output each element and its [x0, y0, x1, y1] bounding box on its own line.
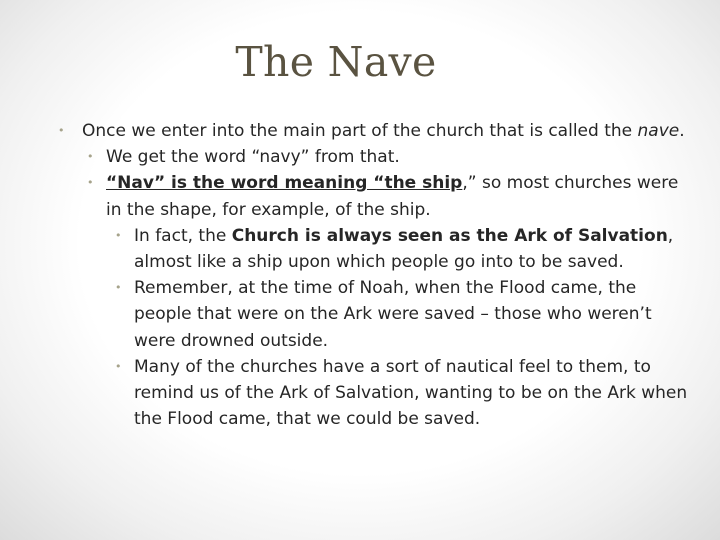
bullet-dot-icon: •	[115, 359, 122, 373]
bullet-level3	[58, 223, 698, 275]
bullet-text: ,” so most churches were in the shape, for example, of the ship.	[106, 173, 679, 220]
bullet-emphasis: nave	[637, 121, 680, 141]
slide-body	[58, 118, 698, 432]
bullet-text: Many of the churches have a sort of nautical feel to them, to remind us of the Ark of Salvation, wanting to be on the Ark when the Flood came, that we could be saved.	[134, 356, 688, 430]
bullet-text-end: , almost like a ship upon which people go into to be saved.	[134, 225, 674, 273]
bullet-dot-icon: •	[115, 281, 122, 295]
bullet-text: Once we enter into the main part of the church that is called the	[82, 121, 638, 141]
slide-title: The Nave	[235, 38, 437, 86]
bullet-text: We get the word “navy” from that.	[106, 147, 400, 168]
bullet-bold-underlined: “Nav” is the word meaning “the ship	[106, 173, 463, 194]
bullet-text: Remember, at the time of Noah, when the Flood came, the people that were on the Ark were saved – those who weren’t were drowned outside.	[134, 278, 652, 351]
bullet-level3	[58, 354, 698, 433]
bullet-dot-icon: •	[87, 176, 94, 190]
bullet-bold: Church is always seen as the Ark of Salvation	[231, 225, 668, 246]
bullet-text-end: .	[679, 121, 685, 141]
bullet-level2	[58, 144, 698, 170]
bullet-dot-icon: •	[115, 228, 122, 242]
bullet-dot-icon: •	[87, 150, 94, 164]
bullet-text: In fact, the	[134, 225, 232, 246]
bullet-level2	[58, 170, 698, 222]
bullet-dot-icon: •	[58, 124, 65, 137]
bullet-level1	[58, 118, 698, 144]
bullet-level3	[58, 275, 698, 354]
